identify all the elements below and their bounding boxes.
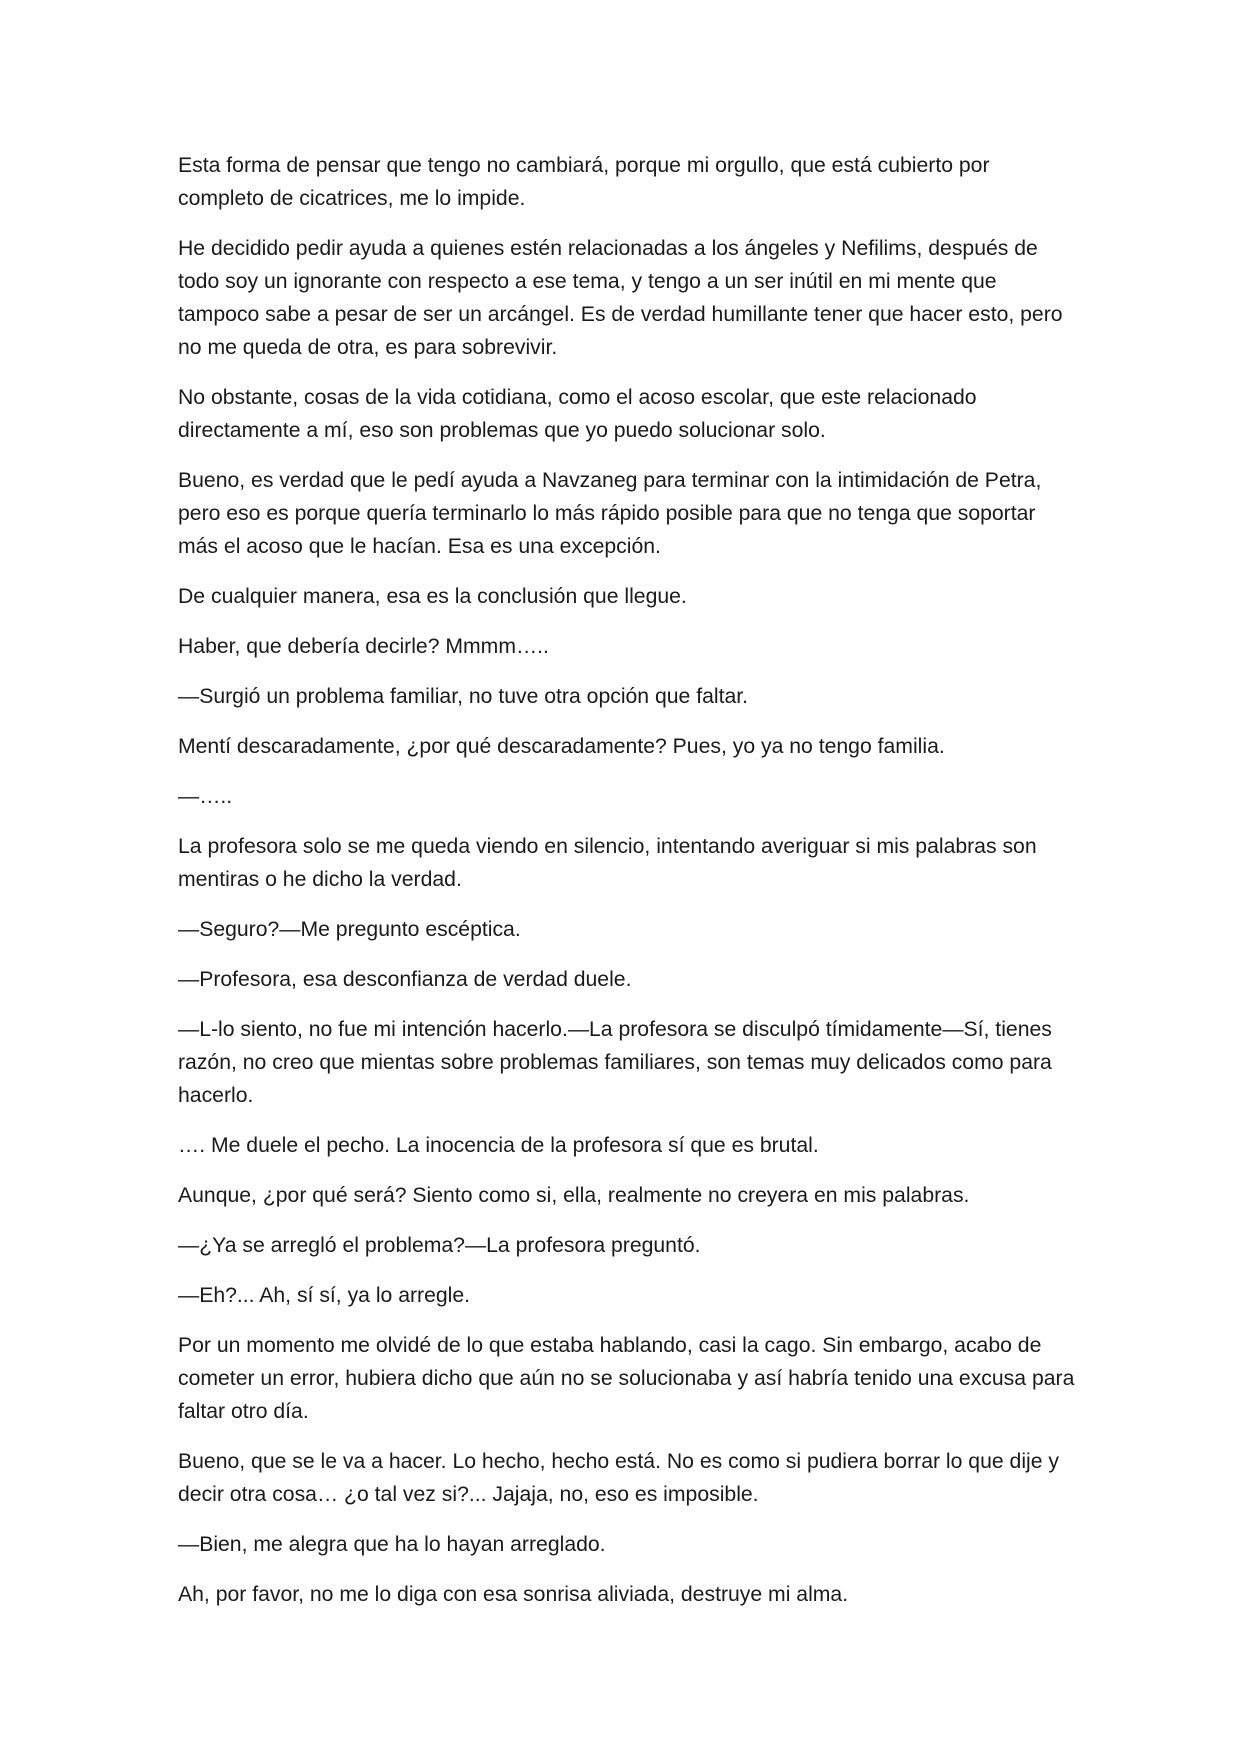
paragraph: He decidido pedir ayuda a quienes estén relacionadas a los ángeles y Nefilims, después de todo soy un ignorante con respecto a ese tema, y tengo a un ser inútil en mi mente que tampoco sabe a pesar de ser un arcángel. Es de verdad humillante tener que hacer esto, pero no me queda de otra, es para sobrevivir.	[178, 237, 1063, 359]
paragraph: Ah, por favor, no me lo diga con esa sonrisa aliviada, destruye mi alma.	[178, 1583, 849, 1606]
paragraph: De cualquier manera, esa es la conclusión que llegue.	[178, 585, 687, 608]
paragraph: Mentí descaradamente, ¿por qué descaradamente? Pues, yo ya no tengo familia.	[178, 735, 945, 758]
paragraph: La profesora solo se me queda viendo en silencio, intentando averiguar si mis palabras son mentiras o he dicho la verdad.	[178, 835, 1037, 891]
paragraph: —Profesora, esa desconfianza de verdad duele.	[178, 968, 632, 991]
paragraph: Bueno, que se le va a hacer. Lo hecho, hecho está. No es como si pudiera borrar lo que dije y decir otra cosa… ¿o tal vez si?... Jajaja, no, eso es imposible.	[178, 1450, 1060, 1506]
paragraph: —Bien, me alegra que ha lo hayan arreglado.	[178, 1533, 606, 1556]
paragraph: Aunque, ¿por qué será? Siento como si, ella, realmente no creyera en mis palabras.	[178, 1184, 970, 1207]
paragraph: —L-lo siento, no fue mi intención hacerlo.—La profesora se disculpó tímidamente—Sí, tienes razón, no creo que mientas sobre problemas familiares, son temas muy delicados como para hacerlo.	[178, 1018, 1052, 1107]
paragraph: No obstante, cosas de la vida cotidiana, como el acoso escolar, que este relacionado directamente a mí, eso son problemas que yo puedo solucionar solo.	[178, 386, 977, 442]
paragraph: Bueno, es verdad que le pedí ayuda a Navzaneg para terminar con la intimidación de Petra, pero eso es porque quería terminarlo lo más rápido posible para que no tenga que soportar más el acoso que le hacían. Esa es una excepción.	[178, 469, 1042, 558]
paragraph: Esta forma de pensar que tengo no cambiará, porque mi orgullo, que está cubierto por completo de cicatrices, me lo impide.	[178, 154, 990, 210]
paragraph: —¿Ya se arregló el problema?—La profesora preguntó.	[178, 1234, 701, 1257]
paragraph: …. Me duele el pecho. La inocencia de la profesora sí que es brutal.	[178, 1134, 819, 1157]
paragraph: —Surgió un problema familiar, no tuve otra opción que faltar.	[178, 685, 749, 708]
paragraph: —Eh?... Ah, sí sí, ya lo arregle.	[178, 1284, 471, 1307]
paragraph: —Seguro?—Me pregunto escéptica.	[178, 918, 521, 941]
paragraph: —…..	[178, 785, 233, 808]
paragraph: Haber, que debería decirle? Mmmm…..	[178, 635, 549, 658]
paragraph: Por un momento me olvidé de lo que estaba hablando, casi la cago. Sin embargo, acabo de cometer un error, hubiera dicho que aún no se solucionaba y así habría tenido una excusa para faltar otro día.	[178, 1334, 1075, 1423]
document-text-body	[178, 149, 1078, 1628]
